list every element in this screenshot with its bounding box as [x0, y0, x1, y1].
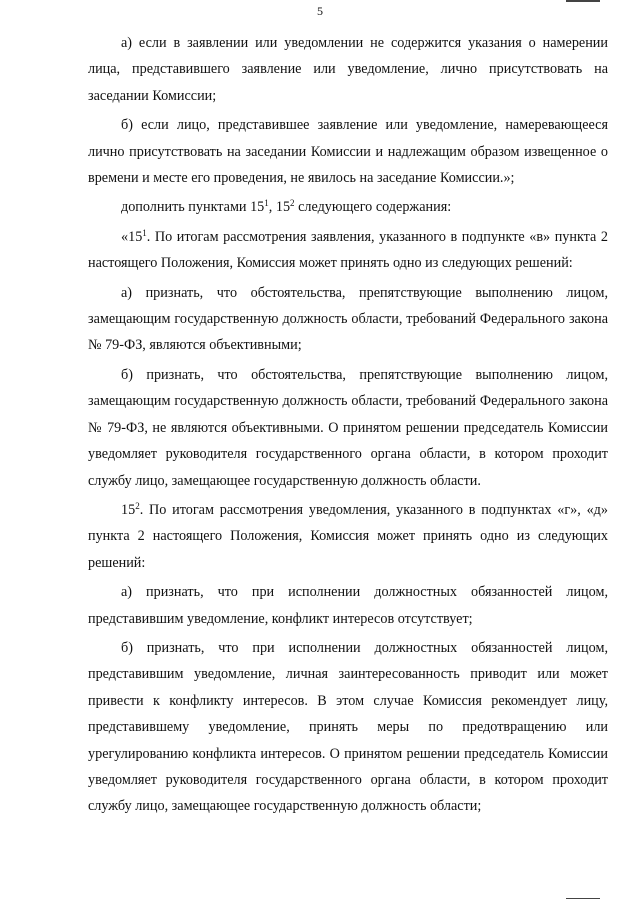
scan-mark-bottom	[566, 898, 600, 899]
page-number: 5	[317, 4, 323, 18]
paragraph-add-points: дополнить пунктами $15^1$, $15^2$ следующего содержания:	[121, 198, 452, 216]
paragraph-15-2: $15^2$. По итогам рассмотрения уведомления, указанного в подпунктах «г», «д» пункта 2 настоящего Положения, Комиссия может принять одно из следующих решений:	[88, 500, 608, 571]
paragraph-b-1: б) если лицо, представившее заявление или уведомление, намеревающееся лично присутствовать на заседании Комиссии и надлежащим образом извещенное о времени и месте его проведения, не явилось на заседание Комиссии.»;	[88, 117, 608, 187]
paragraph-b-3: б) признать, что при исполнении должностных обязанностей лицом, представившим уведомление, личная заинтересованность приводит или может привести к конфликту интересов. В этом случае Комиссия рекомендует лицу, представившему уведомление, принять меры по предотвращению или урегулированию конфликта интересов. О принятом решении председатель Комиссии уведомляет руководителя государственного органа области, в котором проходит службу лицо, замещающее государственную должность области;	[88, 639, 608, 815]
paragraph-a-3: а) признать, что при исполнении должностных обязанностей лицом, представившим уведомление, конфликт интересов отсутствует;	[88, 584, 608, 627]
scan-mark-top	[566, 0, 600, 2]
document-body	[88, 30, 608, 820]
paragraph-a-1: а) если в заявлении или уведомлении не содержится указания о намерении лица, представившего заявление или уведомление, лично присутствовать на заседании Комиссии;	[88, 35, 608, 104]
paragraph-b-2: б) признать, что обстоятельства, препятствующие выполнению лицом, замещающим государственную должность области, требований Федерального закона № 79-ФЗ, не являются объективными. О принятом решении председатель Комиссии уведомляет руководителя государственного органа области, в котором проходит службу лицо, замещающее государственную должность области.	[88, 366, 608, 489]
paragraph-15-1: «$15^1$. По итогам рассмотрения заявления, указанного в подпункте «в» пункта 2 настоящего Положения, Комиссия может принять одно из следующих решений:	[88, 227, 608, 272]
paragraph-a-2: а) признать, что обстоятельства, препятствующие выполнению лицом, замещающим государственную должность области, требований Федерального закона № 79-ФЗ, являются объективными;	[88, 284, 608, 354]
